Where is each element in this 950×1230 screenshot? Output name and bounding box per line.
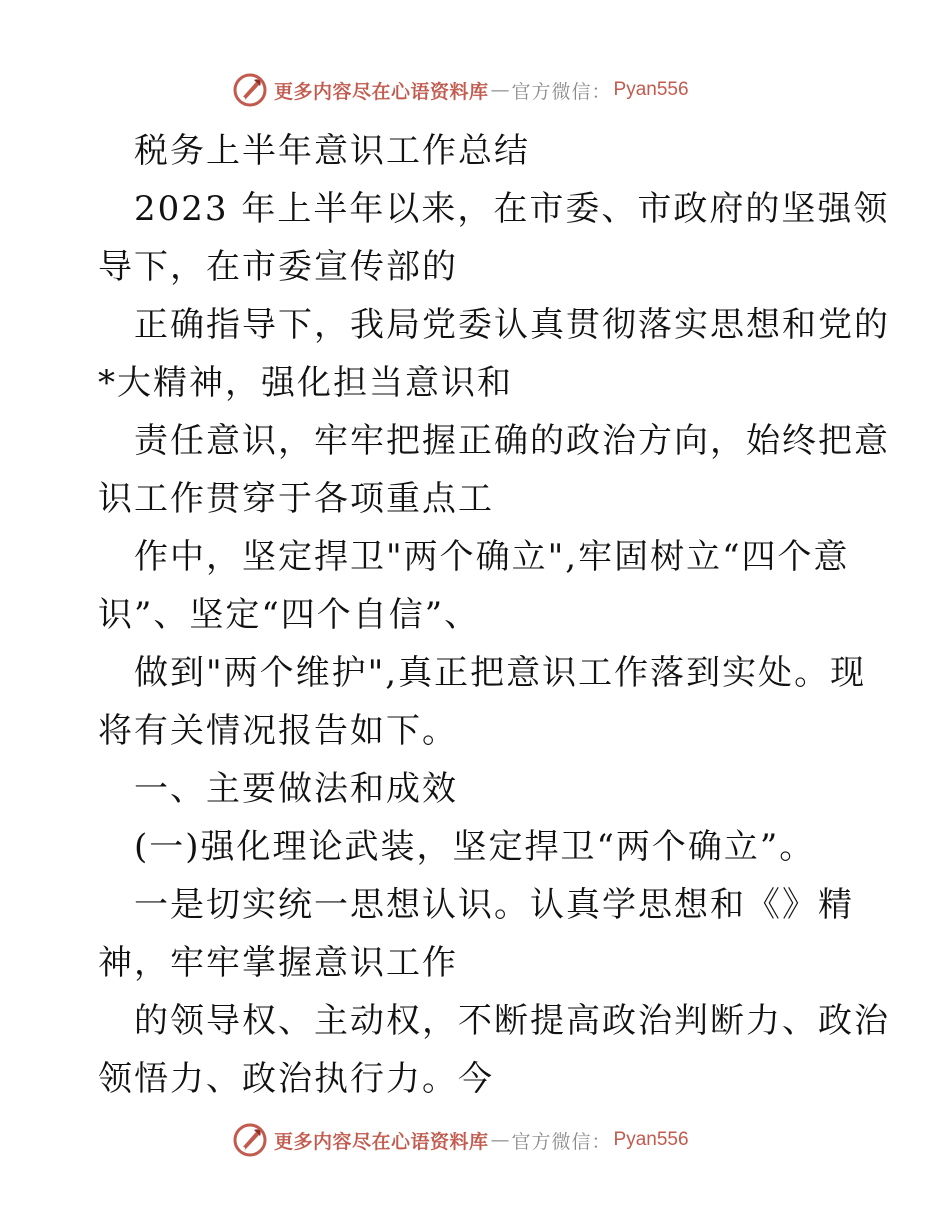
text-line: 识工作贯穿于各项重点工 [98,479,494,519]
text-line: 领悟力、政治执行力。今 [98,1059,494,1099]
text-line: 正确指导下，我局党委认真贯彻落实思想和党的 [134,305,890,345]
subsection-heading: (一)强化理论武装，坚定捍卫“两个确立”。 [134,827,816,867]
text-line: 的领导权、主动权，不断提高政治判断力、政治 [134,1001,890,1041]
watermark-dash: — [490,1129,510,1151]
text-line: 责任意识，牢牢把握正确的政治方向，始终把意 [134,421,890,461]
text-line: 作中，坚定捍卫"两个确立",牢固树立“四个意 [134,537,850,577]
watermark-sub-text: 官方微信： [511,80,612,103]
document-body [98,122,890,1108]
watermark-main-text: 更多内容尽在心语资料库 [274,80,489,103]
watermark-main-text: 更多内容尽在心语资料库 [274,1130,489,1153]
text-line: 导下，在市委宣传部的 [98,247,458,287]
watermark-footer [232,1120,689,1160]
watermark-header [232,70,689,110]
text-line: 一是切实统一思想认识。认真学思想和《》精 [134,885,854,925]
quill-logo-icon [232,1122,268,1158]
watermark-sub-text: 官方微信： [511,1130,612,1153]
section-heading: 一、主要做法和成效 [134,769,458,809]
watermark-dash: — [490,79,510,101]
text-line: 2023 年上半年以来，在市委、市政府的坚强领 [134,189,890,229]
quill-logo-icon [232,72,268,108]
text-line: 神，牢牢掌握意识工作 [98,943,458,983]
text-line: 识”、坚定“四个自信”、 [98,595,481,635]
text-line: 将有关情况报告如下。 [98,711,458,751]
watermark-wechat-id: Pyan556 [613,79,689,100]
text-line: *大精神，强化担当意识和 [98,363,513,403]
document-title: 税务上半年意识工作总结 [134,131,530,171]
watermark-wechat-id: Pyan556 [613,1129,689,1150]
text-line: 做到"两个维护",真正把意识工作落到实处。现 [134,653,867,693]
